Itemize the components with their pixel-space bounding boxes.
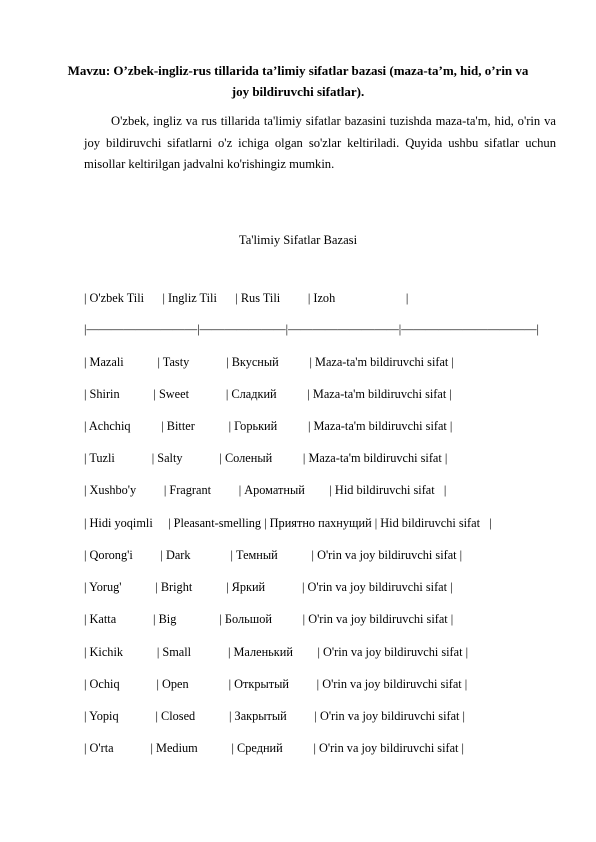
table-row-line: | Yopiq | Closed | Закрытый | O'rin va joy bildiruvchi sifat | bbox=[84, 709, 465, 723]
table-header-line: | O'zbek Tili | Ingliz Tili | Rus Tili | Izoh | bbox=[84, 291, 409, 305]
table-row-line: | Tuzli | Salty | Соленый | Maza-ta'm bildiruvchi sifat | bbox=[84, 451, 448, 465]
table-row-line: | Achchiq | Bitter | Горький | Maza-ta'm bildiruvchi sifat | bbox=[84, 419, 453, 433]
table-row-line: | Kichik | Small | Маленький | O'rin va joy bildiruvchi sifat | bbox=[84, 645, 469, 659]
table-row-line: | Xushbo'y | Fragrant | Ароматный | Hid bildiruvchi sifat | bbox=[84, 483, 447, 497]
table-row-line: | Katta | Big | Большой | O'rin va joy bildiruvchi sifat | bbox=[84, 612, 454, 626]
table-row-line: | Ochiq | Open | Открытый | O'rin va joy bildiruvchi sifat | bbox=[84, 677, 468, 691]
table-separator-line: |—————————|———————|—————————|———————————| bbox=[84, 322, 539, 336]
intro-paragraph: O'zbek, ingliz va rus tillarida ta'limiy sifatlar bazasini tuzishda maza-ta'm, hid, o'rin va joy bildiruvchi sifatlarni o'z ichiga olgan so'zlar keltiriladi. Quyida ushbu sifatlar uchun misollar keltirilgan jadvalni ko'rishingiz mumkin. bbox=[84, 114, 556, 171]
table-row-line: | Mazali | Tasty | Вкусный | Maza-ta'm bildiruvchi sifat | bbox=[84, 355, 454, 369]
table-row-line: | O'rta | Medium | Средний | O'rin va joy bildiruvchi sifat | bbox=[84, 741, 465, 755]
table-title: Ta'limiy Sifatlar Bazasi bbox=[238, 233, 358, 247]
table-row-line: | Shirin | Sweet | Сладкий | Maza-ta'm bildiruvchi sifat | bbox=[84, 387, 452, 401]
document-title: Mavzu: O’zbek-ingliz-rus tillarida ta’limiy sifatlar bazasi (maza-ta’m, hid, o’rin va joy bildiruvchi sifatlar). bbox=[67, 63, 529, 99]
table-row-line: | Yorug' | Bright | Яркий | O'rin va joy bildiruvchi sifat | bbox=[84, 580, 453, 594]
table-row-line: | Qorong'i | Dark | Темный | O'rin va joy bildiruvchi sifat | bbox=[84, 548, 463, 562]
table-row-line: | Hidi yoqimli | Pleasant-smelling | Приятно пахнущий | Hid bildiruvchi sifat | bbox=[84, 516, 492, 530]
